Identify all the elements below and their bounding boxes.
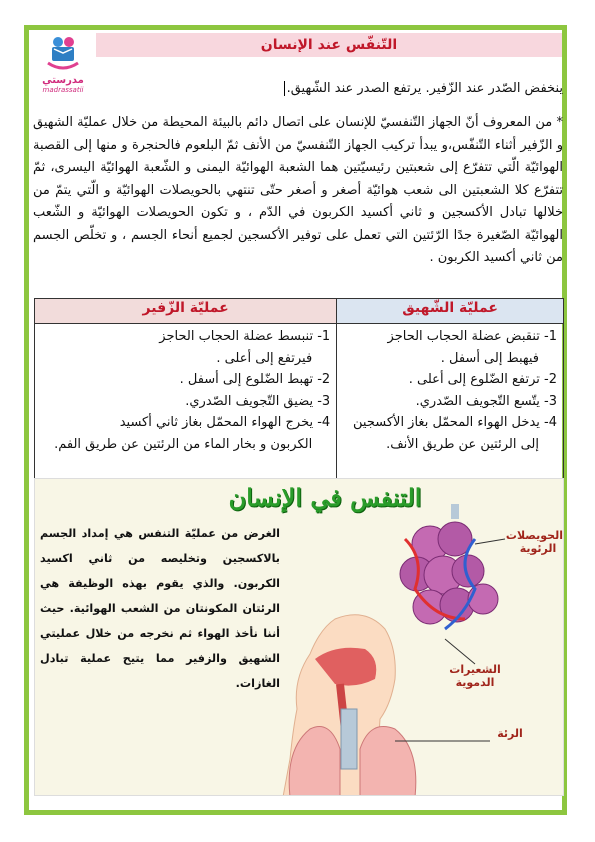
lung-label: الرئة (497, 727, 523, 740)
logo-latin: madrassatii (42, 86, 84, 94)
comparison-table (34, 298, 564, 495)
logo-icon (34, 33, 92, 75)
capillaries-label: الشعيرات الدموية (449, 663, 501, 689)
text-cursor (284, 81, 285, 96)
figure-text: الغرض من عمليّة التنفس هي إمداد الجسم بالاكسجين وتخليصه من ثاني اكسيد الكربون. والذي يقوم بهذه الوظيفة هي الرئتان المكونتان من الشعب الهوائية. حيث أننا نأخذ الهواء ثم نخرجه من خلال عمليتي الشهيق والزفير مما يتيح عملية تبادل الغازات. (40, 527, 280, 690)
list-item: 3- يضيق التّجويف الصّدري. (185, 393, 331, 409)
alveoli-label: الحويصلات الرئوية (505, 529, 563, 555)
logo-text: مدرستي (42, 75, 84, 86)
exhale-header: عمليّة الزّفير (35, 299, 337, 324)
intro-text: ينخفض الصّدر عند الزّفير. يرتفع الصدر عند الشّهيق. (286, 81, 563, 96)
intro-paragraph: * من المعروف أنّ الجهاز التّنفسيّ للإنسان على اتصال دائم بالبيئة المحيطة من خلال عمليّة الشهيق و الزّفير أثناء التّنفّس،و يبدأ تركيب الجهاز التّنفسيّ من الأنف ثمّ البلعوم فالحنجرة و منها إلى القصبة الهوائيّة الّتي تتفرّع إلى شعبتين رئيسيّتين هما الشعبة الهوائيّة اليمنى و الشّعبة الهوائيّة اليسرى، ثمّ تتفرّع كلا الشعبتين الى شعب هوائيّة أصغر و أصغر حتّى تنتهي بالحويصلات الهوائيّة و الّتي يتمّ من خلالها تبادل الأكسجين و ثاني أكسيد الكربون في الدّم ، و تكون الحويصلات الهوائيّة و الشّعب الهوائيّة الصّغيرة جدًا الرّئتين التي تعمل على توفير الأكسجين لجميع أنحاء الجسم ، و تخلّص الجسم من ثاني أكسيد الكربون . (33, 115, 563, 265)
exhale-cell (35, 324, 337, 495)
list-item: 4- يخرج الهواء المحمّل بغاز ثاني أكسيد الكربون و بخار الماء من الرئتين عن طريق الفم. (54, 415, 331, 452)
list-item: 1- تنبسط عضلة الحجاب الحاجز فيرتفع إلى أعلى . (159, 329, 331, 366)
list-item: 1- تنقبض عضلة الحجاب الحاجز فيهبط إلى أسفل . (387, 329, 557, 366)
page-title: التّنفّس عند الإنسان (96, 33, 562, 57)
list-item: 3- يتّسع التّجويف الصّدري. (415, 393, 557, 409)
intro-line (63, 80, 563, 98)
list-item: 2- ترتفع الضّلوع إلى أعلى . (408, 372, 557, 387)
respiration-figure (34, 478, 564, 796)
inhale-cell (337, 324, 564, 495)
inhale-header: عمليّة الشّهيق (337, 299, 564, 324)
list-item: 4- يدخل الهواء المحمّل بغاز الأكسجين إلى الرئتين عن طريق الأنف. (353, 415, 557, 452)
figure-title: التنفس في الإنسان (228, 483, 422, 512)
list-item: 2- تهبط الضّلوع إلى أسفل . (179, 372, 331, 387)
